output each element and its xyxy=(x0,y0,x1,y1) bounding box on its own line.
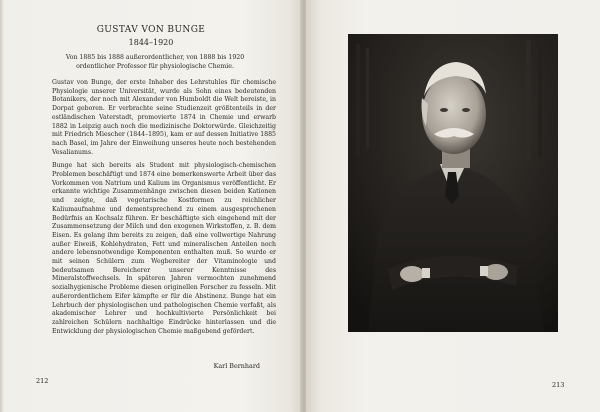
biography-text xyxy=(52,79,276,336)
portrait-photograph xyxy=(348,34,558,332)
page-number-right: 213 xyxy=(552,381,565,389)
biography-paragraph-2: Bunge hat sich bereits als Student mit physiologisch-chemischen Problemen beschäftigt und 1874 eine bemerkenswerte Arbeit über das Vorkommen von Natrium und Kalium im Organismus veröffentlicht. Er erkannte wichtige Zusammenhänge zwischen diesen beiden Kationen und zeigte, daß vegetarische Kostformen zu reichlicher Kaliumaufnahme und dementsprechend zu einem ausgesprochenen Bedürfnis an Kochsalz führen. Er beschäftigte sich eingehend mit der Zusammensetzung der Milch und den exogenen Wirkstoffen, z. B. dem Eisen. Es gelang ihm bereits zu zeigen, daß eine vollwertige Nahrung außer Eiweiß, Kohlehydraten, Fett und mineralischen Anteilen noch andere lebensnotwendige Komponenten enthalten muß. So wurde er mit seinen Schülern zum Wegbereiter der Vitaminologie und bedeutsamen Bereicherer unserer Kenntnisse des Mineralstoffwechsels. In späteren Jahren vermochten zunehmend sozialhygienische Probleme diesen originellen Forscher zu fesseln. Mit außerordentlichem Eifer kämpfte er für die Abstinenz. Bunge hat ein Lehrbuch der physiologischen und pathologischen Chemie verfaßt, als akademischer Lehrer und hochkultivierte Persönlichkeit bei zahlreichen Schülern nachhaltige Eindrücke hinterlassen und die Entwicklung der physiologischen Chemie maßgebend gefördert. xyxy=(52,162,276,335)
page-edge xyxy=(0,0,4,412)
life-years: 1844–1920 xyxy=(128,38,174,47)
professorship-note: Von 1885 bis 1888 außerordentlicher, von 1888 bis 1920 ordentlicher Professor für physiologische Chemie. xyxy=(65,54,245,70)
portrait-image xyxy=(348,34,558,332)
page-number-left: 212 xyxy=(36,377,49,385)
biography-paragraph-1: Gustav von Bunge, der erste Inhaber des Lehrstuhles für chemische Physiologie unserer Universität, wurde als Sohn eines bedeutenden Botanikers, der noch mit Alexander von Humboldt die Welt bereiste, in Dorpat geboren. Er verbrachte seine Studienzeit größtenteils in der estländischen Vaterstadt, promovierte 1874 in Chemie und erwarb 1882 in Leipzig auch noch die medizinische Doktorwürde. Gleichzeitig mit Friedrich Miescher (1844–1895), kam er auf dessen Initiative 1885 nach Basel, im Jahre der Einweihung unseres heute noch bestehenden Vesalianums. xyxy=(52,79,276,156)
author-signature: Karl Bernhard xyxy=(213,362,260,370)
page-title: GUSTAV VON BUNGE xyxy=(96,25,206,35)
